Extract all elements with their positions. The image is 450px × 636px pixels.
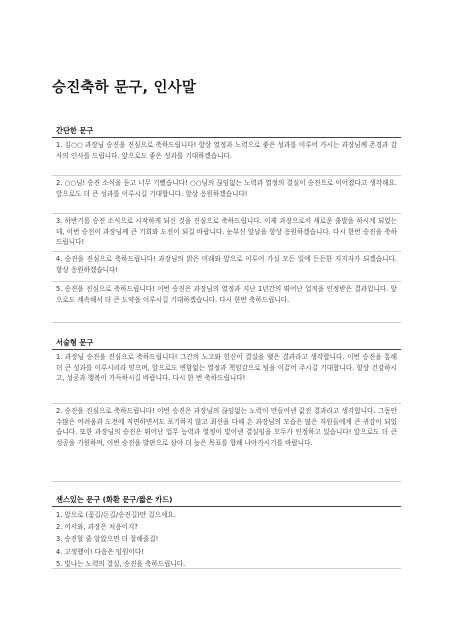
page-title: 승진축하 문구, 인사말: [52, 80, 197, 96]
section-heading-simple: 간단한 문구: [52, 124, 401, 138]
descriptive-item-1: 1. 과장님 승진을 진심으로 축하드립니다! 그간의 노고와 헌신이 결실을 맺은 결과라고 생각합니다. 이번 승진을 통해 더 큰 성과를 이루시리라 믿으며, 앞으로도 변함없는 열정과 책임감으로 팀을 이끌어 주시길 기대합니다. 항상 건강하시고, 성공과 행복이 가득하시길 바랍니다. 다시 한 번 축하드립니다!: [52, 350, 401, 404]
descriptive-item-2: 2. 승진을 진심으로 축하드립니다! 이번 승진은 과장님의 끊임없는 노력이 만들어낸 값진 결과라고 생각합니다. 그동안 수많은 어려움과 도전에 직면하면서도 포기하지 않고 최선을 다해 온 과장님의 모습은 많은 직원들에게 큰 귀감이 되었습니다. 또한 과장님의 승진은 뛰어난 업무 능력과 열정이 빛어낸 결실임을 모두가 인정하고 있습니다! 앞으로도 더 큰 성공을 기원하며, 이번 승진을 발판으로 삼아 더 높은 목표를 향해 나아가시기를 바랍니다.: [52, 404, 401, 482]
simple-item-4: 4. 승진을 진심으로 축하드립니다! 과장님의 밝은 미래와 앞으로 이루어 가실 모든 일에 든든한 지지자가 되겠습니다. 항상 응원하겠습니다!: [52, 252, 401, 282]
simple-item-2: 2. ○○님! 승진 소식을 듣고 너무 기뻤습니다! ○○님의 끊임없는 노력과 열정의 결실이 승진으로 이어졌다고 생각해요. 앞으로도 더 큰 성과를 이루시길 기대합니다. 항상 응원하겠습니다!: [52, 176, 401, 214]
simple-item-1: 1. 김○○ 과장님 승진을 진심으로 축하드립니다! 항상 열정과 노력으로 좋은 성과를 이루어 가시는 과장님께 존경과 감사의 인사를 드립니다. 앞으로도 좋은 성과를 기대하겠습니다.: [52, 138, 401, 176]
witty-item-1: 1. 앞으로 (꽃길/돈길/승진길)만 걸으세요.: [56, 511, 176, 519]
witty-item-2: 2. 어서와, 과장은 처음이지?: [56, 523, 138, 532]
section-heading-descriptive: 서술형 문구: [52, 336, 401, 350]
section-heading-witty: 센스있는 문구 (화환 문구/짧은 카드): [52, 493, 401, 507]
simple-item-5: 5. 승진을 진심으로 축하드립니다! 이번 승진은 과장님의 열정과 지난 1년간의 뛰어난 업적을 인정받은 결과입니다. 앞으로도 계속해서 더 큰 도약을 이루시길 기대하겠습니다. 다시 한번 축하드립니다.: [52, 282, 401, 323]
simple-item-3: 3. 하반기를 승진 소식으로 시작하게 되신 것을 진심으로 축하드립니다. 이제 과장으로서 새로운 출발을 하시게 되었는데, 이번 승진이 과장님께 큰 기회와 도전이 되길 바랍니다. 눈부신 앞날을 항상 응원하겠습니다. 다시 한번 승진을 축하드립니다!: [52, 214, 401, 252]
witty-list: [52, 507, 401, 572]
witty-item-3: 3. 승진할 줄 알았으면 더 잘해줄걸!: [56, 535, 159, 544]
witty-item-4: 4. 고생했어! 다음은 임원이다!: [56, 547, 144, 556]
witty-item-5: 5. 빛나는 노력의 결실, 승진을 축하드립니다.: [56, 559, 186, 568]
bottom-divider: [52, 568, 401, 569]
